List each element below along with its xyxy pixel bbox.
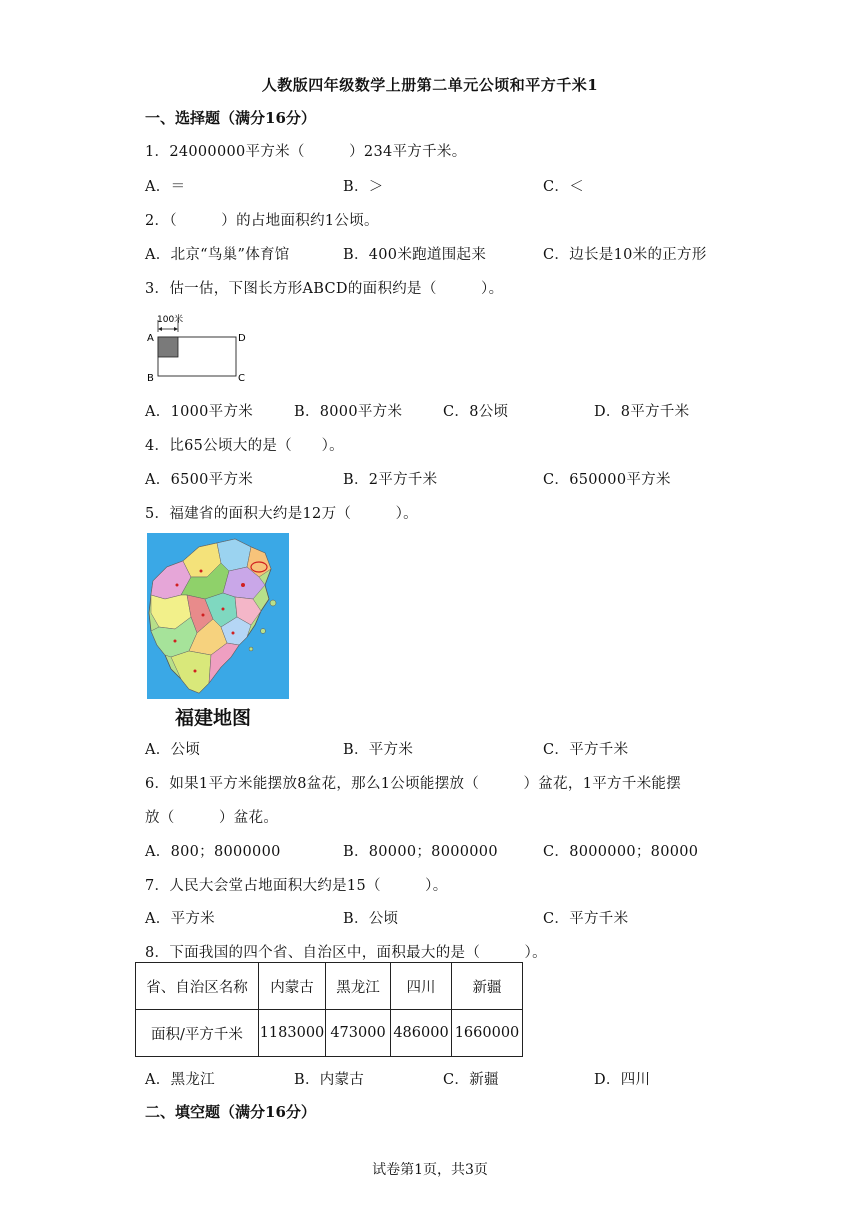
city-marker-3 — [202, 614, 205, 617]
question-2-stem: 2．（ ）的占地面积约1公顷。 — [145, 213, 379, 229]
question-8-stem: 8．下面我国的四个省、自治区中，面积最大的是（ ）。 — [145, 945, 547, 961]
city-marker-1 — [200, 570, 203, 573]
table-row — [136, 1010, 523, 1057]
scale-arrowhead-right — [174, 327, 178, 331]
page-footer: 试卷第1页，共3页 — [372, 1162, 488, 1178]
question-6-stem-line1: 6．如果1平方米能摆放8盆花，那么1公顷能摆放（ ）盆花，1平方千米能摆 — [145, 776, 682, 792]
question-2-option-c: C．边长是10米的正方形 — [543, 247, 707, 263]
map-caption: 福建地图 — [175, 707, 252, 729]
table-cell: 486000 — [391, 1010, 452, 1057]
question-4-option-b: B．2平方千米 — [343, 472, 438, 488]
table-cell: 四川 — [391, 963, 452, 1010]
city-marker-fuzhou — [241, 583, 245, 587]
city-marker-2 — [176, 584, 179, 587]
table-cell: 1183000 — [259, 1010, 326, 1057]
table-cell: 新疆 — [452, 963, 523, 1010]
rectangle-abcd-figure — [145, 310, 255, 390]
question-5-option-a: A．公顷 — [145, 742, 201, 758]
question-7-stem: 7．人民大会堂占地面积大约是15（ ）。 — [145, 878, 448, 894]
question-7-option-c: C．平方千米 — [543, 911, 629, 927]
vertex-a-label: A — [147, 333, 154, 344]
question-7-option-b: B．公顷 — [343, 911, 399, 927]
island-1 — [270, 600, 276, 606]
question-5-option-c: C．平方千米 — [543, 742, 629, 758]
question-8-option-a: A．黑龙江 — [145, 1072, 215, 1088]
vertex-d-label: D — [238, 333, 246, 344]
table-cell: 473000 — [326, 1010, 391, 1057]
question-3-stem: 3．估一估，下图长方形ABCD的面积约是（ ）。 — [145, 281, 504, 297]
question-5-option-b: B．平方米 — [343, 742, 414, 758]
table-cell: 内蒙古 — [259, 963, 326, 1010]
question-1-option-c: C．＜ — [543, 179, 584, 195]
question-8-option-c: C．新疆 — [443, 1072, 499, 1088]
question-5-stem: 5．福建省的面积大约是12万（ ）。 — [145, 506, 418, 522]
unit-square-100m — [158, 337, 178, 357]
question-6-stem-line2: 放（ ）盆花。 — [145, 810, 279, 826]
island-3 — [249, 647, 253, 651]
island-2 — [261, 629, 266, 634]
city-marker-5 — [232, 632, 235, 635]
question-3-option-a: A．1000平方米 — [145, 404, 254, 420]
vertex-b-label: B — [147, 373, 154, 384]
section-heading-fill: 二、填空题（满分16分） — [145, 1103, 316, 1121]
page-title: 人教版四年级数学上册第二单元公顷和平方千米1 — [261, 76, 599, 94]
question-8-option-b: B．内蒙古 — [294, 1072, 365, 1088]
question-1-stem: 1．24000000平方米（ ）234平方千米。 — [145, 144, 467, 160]
question-2-option-b: B．400米跑道围起来 — [343, 247, 487, 263]
question-7-option-a: A．平方米 — [145, 911, 215, 927]
question-2-option-a: A．北京“鸟巢”体育馆 — [145, 247, 290, 263]
fujian-map-image — [147, 533, 289, 699]
table-cell: 省、自治区名称 — [136, 963, 259, 1010]
question-6-option-c: C．8000000；80000 — [543, 844, 699, 860]
question-4-stem: 4．比65公顷大的是（ ）。 — [145, 438, 344, 454]
table-cell: 面积/平方千米 — [136, 1010, 259, 1057]
scale-arrowhead-left — [158, 327, 162, 331]
question-4-option-c: C．650000平方米 — [543, 472, 671, 488]
city-marker-7 — [222, 608, 225, 611]
area-table — [135, 962, 523, 1057]
question-3-option-c: C．8公顷 — [443, 404, 509, 420]
question-1-option-b: B．＞ — [343, 179, 384, 195]
section-heading-choice: 一、选择题（满分16分） — [145, 109, 316, 127]
table-cell: 1660000 — [452, 1010, 523, 1057]
table-row — [136, 963, 523, 1010]
table-cell: 黑龙江 — [326, 963, 391, 1010]
question-3-option-b: B．8000平方米 — [294, 404, 403, 420]
question-1-option-a: A．＝ — [145, 179, 186, 195]
question-6-option-b: B．80000；8000000 — [343, 844, 498, 860]
city-marker-4 — [174, 640, 177, 643]
question-8-option-d: D．四川 — [594, 1072, 651, 1088]
vertex-c-label: C — [238, 373, 245, 384]
question-3-option-d: D．8平方千米 — [594, 404, 690, 420]
city-marker-6 — [194, 670, 197, 673]
scale-label: 100米 — [157, 315, 184, 325]
question-4-option-a: A．6500平方米 — [145, 472, 254, 488]
question-6-option-a: A．800；8000000 — [145, 844, 281, 860]
